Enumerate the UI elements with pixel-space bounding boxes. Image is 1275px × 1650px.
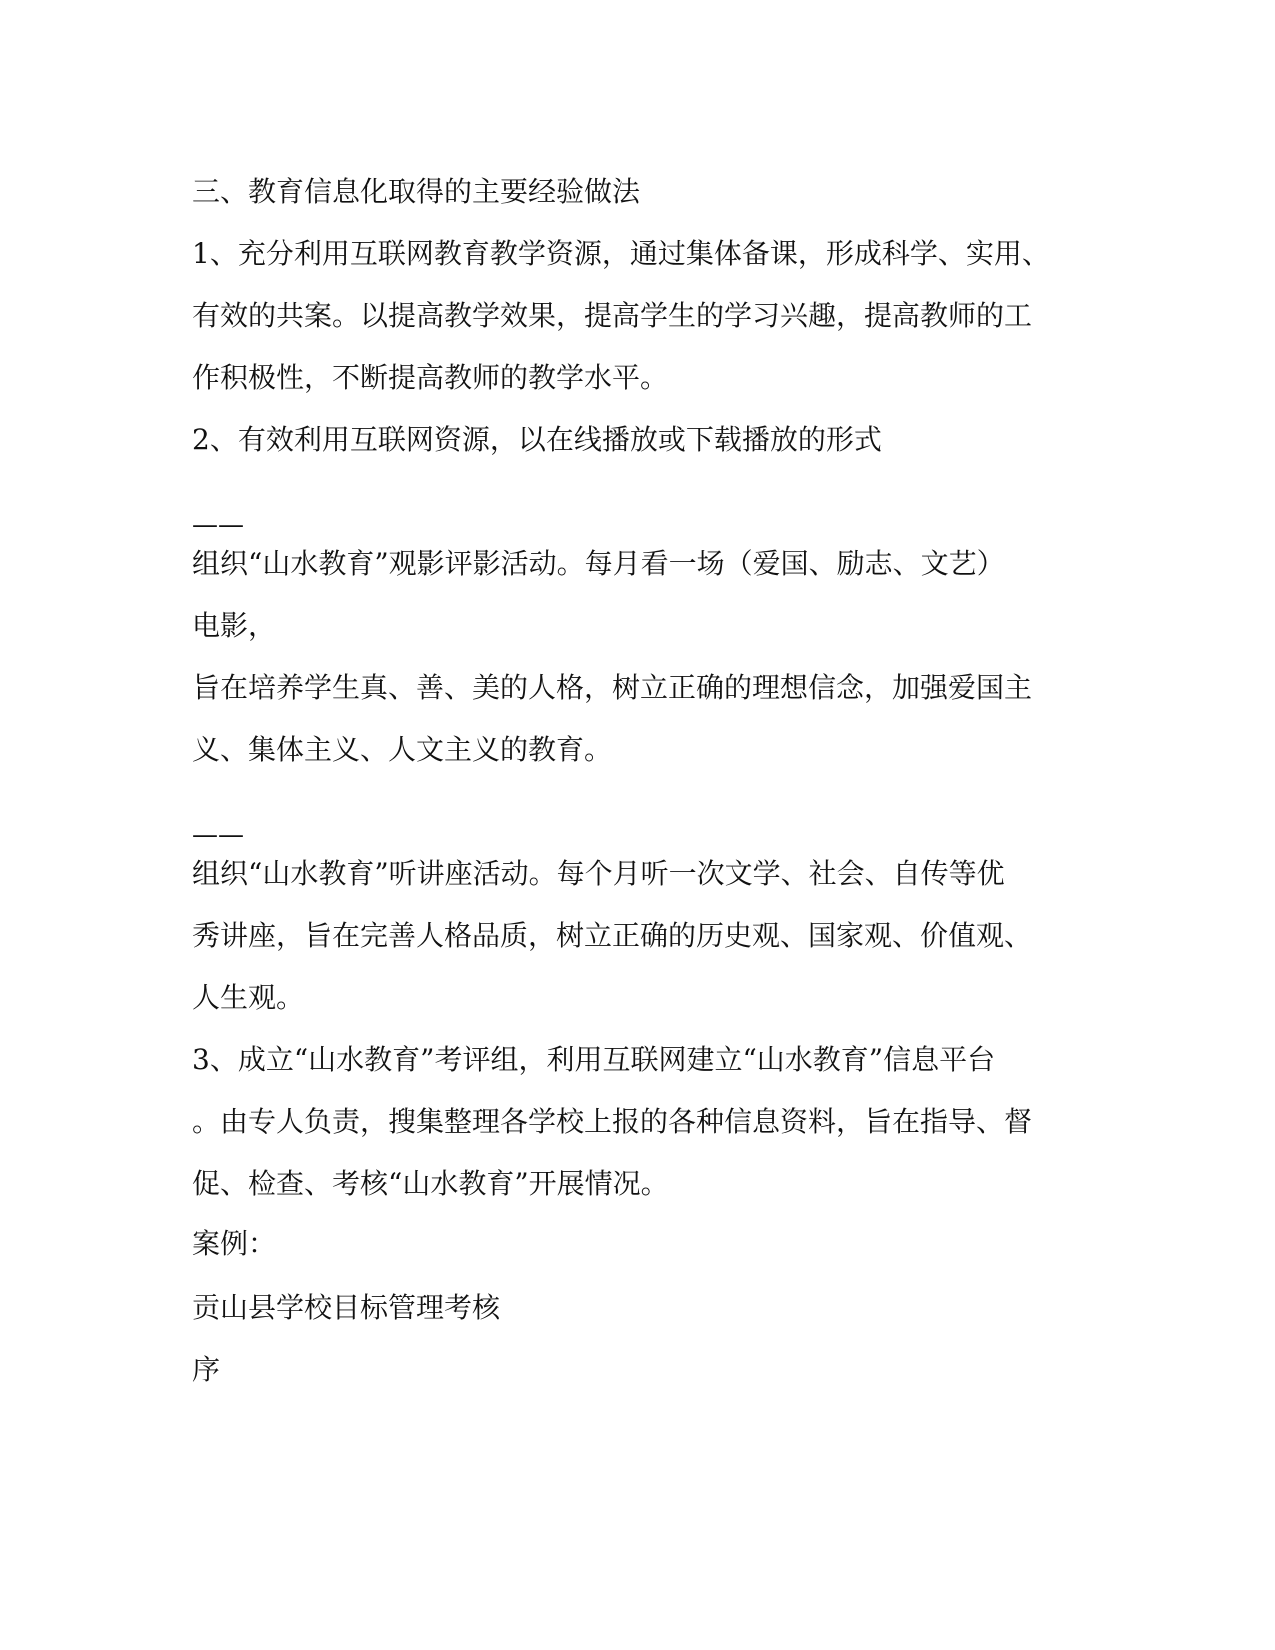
paragraph-line: 作积极性，不断提高教师的教学水平。 xyxy=(192,361,669,394)
paragraph-line: 电影， xyxy=(192,609,277,642)
paragraph-line: 组织“山水教育”观影评影活动。每月看一场（爱国、励志、文艺） xyxy=(192,547,1005,580)
paragraph-line: 2、有效利用互联网资源，以在线播放或下载播放的形式 xyxy=(192,423,882,456)
case-title: 贡山县学校目标管理考核 xyxy=(192,1291,501,1324)
paragraph-line: 秀讲座，旨在完善人格品质，树立正确的历史观、国家观、价值观、 xyxy=(192,919,1033,952)
paragraph-line: 。由专人负责，搜集整理各学校上报的各种信息资料，旨在指导、督 xyxy=(192,1105,1033,1138)
preface-heading: 序 xyxy=(192,1353,221,1386)
paragraph-line: 人生观。 xyxy=(192,981,305,1014)
case-label: 案例： xyxy=(192,1227,277,1260)
dash-separator: —— xyxy=(192,820,244,850)
paragraph-line: 1、充分利用互联网教育教学资源，通过集体备课，形成科学、实用、 xyxy=(192,237,1050,270)
paragraph-line: 3、成立“山水教育”考评组，利用互联网建立“山水教育”信息平台 xyxy=(192,1043,996,1076)
dash-separator: —— xyxy=(192,510,244,540)
paragraph-line: 旨在培养学生真、善、美的人格，树立正确的理想信念，加强爱国主 xyxy=(192,671,1033,704)
paragraph-line: 组织“山水教育”听讲座活动。每个月听一次文学、社会、自传等优 xyxy=(192,857,1005,890)
paragraph-line: 促、检查、考核“山水教育”开展情况。 xyxy=(192,1167,669,1200)
paragraph-line: 有效的共案。以提高教学效果，提高学生的学习兴趣，提高教师的工 xyxy=(192,299,1033,332)
paragraph-line: 义、集体主义、人文主义的教育。 xyxy=(192,733,613,766)
section-heading: 三、教育信息化取得的主要经验做法 xyxy=(192,175,641,208)
